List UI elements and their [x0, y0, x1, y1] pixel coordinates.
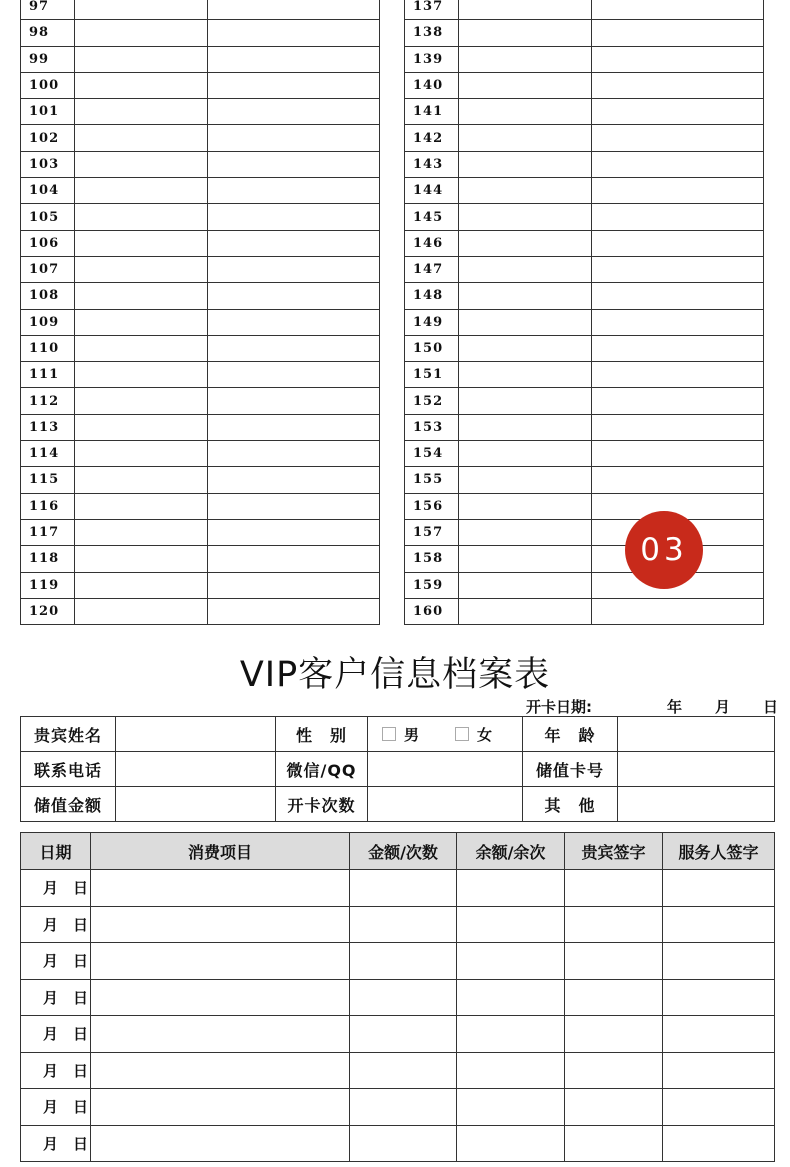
row-number: 137 [405, 0, 459, 20]
row-number: 103 [21, 151, 75, 177]
blank-cell[interactable] [459, 467, 592, 493]
blank-cell[interactable] [565, 906, 663, 943]
blank-cell[interactable] [663, 943, 775, 980]
age-label: 年 龄 [523, 717, 618, 752]
month-label: 月 [43, 1098, 59, 1117]
table-row [21, 72, 380, 98]
header-item: 消费项目 [91, 833, 350, 870]
blank-cell[interactable] [592, 72, 764, 98]
blank-cell[interactable] [91, 906, 350, 943]
amount-label: 储值金额 [21, 787, 116, 822]
table-row [21, 493, 380, 519]
table-row [405, 99, 764, 125]
age-field[interactable] [618, 717, 775, 752]
table-row [405, 335, 764, 361]
row-number: 150 [405, 335, 459, 361]
blank-cell[interactable] [592, 230, 764, 256]
table-row [21, 870, 775, 907]
month-label: 月 [43, 915, 59, 934]
blank-cell[interactable] [208, 414, 380, 440]
row-number: 97 [21, 0, 75, 20]
month-label: 月 [43, 988, 59, 1007]
blank-cell[interactable] [592, 598, 764, 624]
blank-cell[interactable] [663, 870, 775, 907]
row-number: 138 [405, 20, 459, 46]
date-cell[interactable] [21, 1125, 91, 1162]
table-row [21, 546, 380, 572]
row-number: 104 [21, 178, 75, 204]
number-table-left [20, 0, 380, 625]
blank-cell[interactable] [592, 178, 764, 204]
blank-cell[interactable] [75, 151, 208, 177]
table-row [21, 256, 380, 282]
blank-cell[interactable] [459, 388, 592, 414]
blank-cell[interactable] [350, 870, 457, 907]
blank-cell[interactable] [350, 1052, 457, 1089]
blank-cell[interactable] [208, 178, 380, 204]
row-number: 153 [405, 414, 459, 440]
blank-cell[interactable] [459, 151, 592, 177]
table-row [21, 519, 380, 545]
blank-cell[interactable] [459, 72, 592, 98]
row-number: 108 [21, 283, 75, 309]
table-row [21, 309, 380, 335]
blank-cell[interactable] [459, 230, 592, 256]
row-number: 157 [405, 519, 459, 545]
card-no-field[interactable] [618, 752, 775, 787]
phone-label: 联系电话 [21, 752, 116, 787]
blank-cell[interactable] [208, 388, 380, 414]
female-checkbox[interactable] [455, 727, 469, 741]
table-row [21, 467, 380, 493]
blank-cell[interactable] [592, 467, 764, 493]
table-row [21, 362, 380, 388]
blank-cell[interactable] [459, 572, 592, 598]
header-guest-signature: 贵宾签字 [565, 833, 663, 870]
blank-cell[interactable] [565, 1016, 663, 1053]
header-date: 日期 [21, 833, 91, 870]
row-number: 119 [21, 572, 75, 598]
table-row [405, 414, 764, 440]
blank-cell[interactable] [457, 1052, 565, 1089]
consumption-table [20, 832, 775, 1162]
blank-cell[interactable] [91, 979, 350, 1016]
table-row [21, 1016, 775, 1053]
blank-cell[interactable] [75, 362, 208, 388]
table-row [21, 125, 380, 151]
table-row [405, 309, 764, 335]
blank-cell[interactable] [565, 1089, 663, 1126]
customer-info-table [20, 716, 775, 822]
blank-cell[interactable] [91, 943, 350, 980]
name-field[interactable] [116, 717, 276, 752]
table-row [21, 230, 380, 256]
blank-cell[interactable] [75, 20, 208, 46]
table-row [405, 283, 764, 309]
blank-cell[interactable] [663, 1052, 775, 1089]
row-number: 109 [21, 309, 75, 335]
blank-cell[interactable] [459, 20, 592, 46]
blank-cell[interactable] [75, 309, 208, 335]
blank-cell[interactable] [459, 598, 592, 624]
female-label: 女 [477, 725, 493, 744]
blank-cell[interactable] [75, 283, 208, 309]
blank-cell[interactable] [208, 125, 380, 151]
header-balance: 余额/余次 [457, 833, 565, 870]
times-field[interactable] [368, 787, 523, 822]
table-row [405, 467, 764, 493]
blank-cell[interactable] [350, 943, 457, 980]
blank-cell[interactable] [91, 1089, 350, 1126]
blank-cell[interactable] [663, 906, 775, 943]
row-number: 141 [405, 99, 459, 125]
blank-cell[interactable] [592, 151, 764, 177]
table-row [405, 204, 764, 230]
gender-field [368, 717, 523, 752]
table-row [405, 125, 764, 151]
row-number: 115 [21, 467, 75, 493]
row-number: 158 [405, 546, 459, 572]
date-cell[interactable] [21, 906, 91, 943]
blank-cell[interactable] [208, 283, 380, 309]
page-title: VIP客户信息档案表 [239, 655, 551, 695]
blank-cell[interactable] [663, 1125, 775, 1162]
table-row [21, 388, 380, 414]
row-number: 140 [405, 72, 459, 98]
table-row [21, 1089, 775, 1126]
row-number: 101 [21, 99, 75, 125]
date-cell[interactable] [21, 870, 91, 907]
table-row [405, 572, 764, 598]
wechat-field[interactable] [368, 752, 523, 787]
month-label: 月 [43, 1025, 59, 1044]
gender-label: 性 别 [276, 717, 368, 752]
blank-cell[interactable] [75, 519, 208, 545]
blank-cell[interactable] [208, 151, 380, 177]
row-number: 160 [405, 598, 459, 624]
table-row [21, 151, 380, 177]
blank-cell[interactable] [208, 572, 380, 598]
male-label: 男 [404, 725, 420, 744]
blank-cell[interactable] [457, 906, 565, 943]
row-number: 155 [405, 467, 459, 493]
blank-cell[interactable] [75, 256, 208, 282]
row-number: 98 [21, 20, 75, 46]
month-label: 月 [43, 879, 59, 898]
blank-cell[interactable] [663, 1016, 775, 1053]
page-number-badge: 03 [625, 511, 703, 589]
blank-cell[interactable] [459, 493, 592, 519]
table-row [405, 46, 764, 72]
row-number: 113 [21, 414, 75, 440]
table-row [21, 1052, 775, 1089]
blank-cell[interactable] [592, 256, 764, 282]
blank-cell[interactable] [592, 414, 764, 440]
blank-cell[interactable] [592, 388, 764, 414]
row-number: 139 [405, 46, 459, 72]
blank-cell[interactable] [208, 493, 380, 519]
open-date-day: 日 [763, 698, 779, 716]
blank-cell[interactable] [350, 1125, 457, 1162]
table-row [405, 519, 764, 545]
row-number: 117 [21, 519, 75, 545]
table-row [21, 20, 380, 46]
blank-cell[interactable] [75, 178, 208, 204]
table-row [21, 979, 775, 1016]
row-number: 120 [21, 598, 75, 624]
blank-cell[interactable] [459, 46, 592, 72]
row-number: 147 [405, 256, 459, 282]
table-row [405, 230, 764, 256]
row-number: 146 [405, 230, 459, 256]
header-staff-signature: 服务人签字 [663, 833, 775, 870]
blank-cell[interactable] [75, 230, 208, 256]
blank-cell[interactable] [208, 99, 380, 125]
blank-cell[interactable] [457, 1089, 565, 1126]
blank-cell[interactable] [350, 979, 457, 1016]
table-row [21, 99, 380, 125]
blank-cell[interactable] [459, 414, 592, 440]
row-number: 151 [405, 362, 459, 388]
blank-cell[interactable] [75, 46, 208, 72]
table-row [21, 414, 380, 440]
date-cell[interactable] [21, 979, 91, 1016]
date-cell[interactable] [21, 943, 91, 980]
blank-cell[interactable] [208, 204, 380, 230]
table-row [21, 46, 380, 72]
table-row [405, 0, 764, 20]
row-number: 118 [21, 546, 75, 572]
row-number: 154 [405, 441, 459, 467]
blank-cell[interactable] [459, 256, 592, 282]
blank-cell[interactable] [75, 335, 208, 361]
row-number: 156 [405, 493, 459, 519]
table-row [21, 0, 380, 20]
blank-cell[interactable] [208, 72, 380, 98]
blank-cell[interactable] [208, 256, 380, 282]
row-number: 152 [405, 388, 459, 414]
date-cell[interactable] [21, 1052, 91, 1089]
blank-cell[interactable] [592, 335, 764, 361]
blank-cell[interactable] [75, 414, 208, 440]
blank-cell[interactable] [459, 125, 592, 151]
blank-cell[interactable] [459, 335, 592, 361]
blank-cell[interactable] [208, 546, 380, 572]
month-label: 月 [43, 1134, 59, 1153]
blank-cell[interactable] [91, 870, 350, 907]
blank-cell[interactable] [350, 1089, 457, 1126]
blank-cell[interactable] [565, 1052, 663, 1089]
blank-cell[interactable] [75, 72, 208, 98]
blank-cell[interactable] [459, 99, 592, 125]
row-number: 111 [21, 362, 75, 388]
row-number: 110 [21, 335, 75, 361]
day-label: 日 [72, 1061, 88, 1080]
table-row [21, 204, 380, 230]
blank-cell[interactable] [592, 125, 764, 151]
blank-cell[interactable] [75, 204, 208, 230]
blank-cell[interactable] [457, 943, 565, 980]
month-label: 月 [43, 952, 59, 971]
header-amount: 金额/次数 [350, 833, 457, 870]
blank-cell[interactable] [208, 309, 380, 335]
open-date-label: 开卡日期: [526, 698, 592, 716]
blank-cell[interactable] [459, 546, 592, 572]
row-number: 143 [405, 151, 459, 177]
row-number: 159 [405, 572, 459, 598]
table-row [405, 598, 764, 624]
name-label: 贵宾姓名 [21, 717, 116, 752]
blank-cell[interactable] [565, 1125, 663, 1162]
blank-cell[interactable] [208, 441, 380, 467]
blank-cell[interactable] [208, 519, 380, 545]
table-row [21, 1125, 775, 1162]
blank-cell[interactable] [208, 46, 380, 72]
blank-cell[interactable] [592, 46, 764, 72]
row-number: 99 [21, 46, 75, 72]
row-number: 116 [21, 493, 75, 519]
day-label: 日 [72, 952, 88, 971]
table-row [21, 335, 380, 361]
blank-cell[interactable] [208, 362, 380, 388]
blank-cell[interactable] [75, 598, 208, 624]
blank-cell[interactable] [592, 0, 764, 20]
row-number: 145 [405, 204, 459, 230]
table-row [21, 572, 380, 598]
blank-cell[interactable] [459, 309, 592, 335]
table-row [405, 388, 764, 414]
blank-cell[interactable] [459, 283, 592, 309]
blank-cell[interactable] [75, 125, 208, 151]
table-row [405, 493, 764, 519]
blank-cell[interactable] [457, 870, 565, 907]
times-label: 开卡次数 [276, 787, 368, 822]
blank-cell[interactable] [459, 178, 592, 204]
blank-cell[interactable] [75, 99, 208, 125]
blank-cell[interactable] [592, 362, 764, 388]
blank-cell[interactable] [565, 870, 663, 907]
row-number: 148 [405, 283, 459, 309]
blank-cell[interactable] [565, 979, 663, 1016]
blank-cell[interactable] [459, 519, 592, 545]
open-date-year: 年 [667, 698, 683, 716]
blank-cell[interactable] [208, 467, 380, 493]
day-label: 日 [72, 1025, 88, 1044]
male-checkbox[interactable] [382, 727, 396, 741]
blank-cell[interactable] [350, 906, 457, 943]
blank-cell[interactable] [592, 20, 764, 46]
row-number: 106 [21, 230, 75, 256]
number-table-right [404, 0, 764, 625]
other-field[interactable] [618, 787, 775, 822]
row-number: 112 [21, 388, 75, 414]
wechat-label: 微信/QQ [276, 752, 368, 787]
blank-cell[interactable] [91, 1125, 350, 1162]
row-number: 102 [21, 125, 75, 151]
blank-cell[interactable] [592, 309, 764, 335]
open-date-month: 月 [715, 698, 731, 716]
table-row [21, 178, 380, 204]
row-number: 144 [405, 178, 459, 204]
blank-cell[interactable] [565, 943, 663, 980]
blank-cell[interactable] [457, 979, 565, 1016]
date-cell[interactable] [21, 1089, 91, 1126]
table-row [21, 441, 380, 467]
table-row [405, 546, 764, 572]
blank-cell[interactable] [208, 230, 380, 256]
row-number: 149 [405, 309, 459, 335]
blank-cell[interactable] [208, 20, 380, 46]
table-row [405, 178, 764, 204]
blank-cell[interactable] [663, 1089, 775, 1126]
blank-cell[interactable] [75, 467, 208, 493]
blank-cell[interactable] [459, 362, 592, 388]
blank-cell[interactable] [75, 546, 208, 572]
row-number: 107 [21, 256, 75, 282]
table-row [21, 283, 380, 309]
blank-cell[interactable] [75, 0, 208, 20]
table-row [21, 906, 775, 943]
blank-cell[interactable] [457, 1125, 565, 1162]
day-label: 日 [72, 1134, 88, 1153]
blank-cell[interactable] [350, 1016, 457, 1053]
table-row [21, 598, 380, 624]
blank-cell[interactable] [75, 493, 208, 519]
row-number: 142 [405, 125, 459, 151]
blank-cell[interactable] [91, 1016, 350, 1053]
table-row [21, 943, 775, 980]
day-label: 日 [72, 1098, 88, 1117]
table-row [405, 151, 764, 177]
phone-field[interactable] [116, 752, 276, 787]
blank-cell[interactable] [459, 204, 592, 230]
row-number: 114 [21, 441, 75, 467]
blank-cell[interactable] [663, 979, 775, 1016]
table-row [405, 20, 764, 46]
blank-cell[interactable] [91, 1052, 350, 1089]
table-row [405, 256, 764, 282]
row-number: 105 [21, 204, 75, 230]
other-label: 其 他 [523, 787, 618, 822]
blank-cell[interactable] [208, 335, 380, 361]
blank-cell[interactable] [592, 204, 764, 230]
row-number: 100 [21, 72, 75, 98]
blank-cell[interactable] [592, 441, 764, 467]
table-row [405, 441, 764, 467]
blank-cell[interactable] [592, 99, 764, 125]
date-cell[interactable] [21, 1016, 91, 1053]
blank-cell[interactable] [75, 441, 208, 467]
blank-cell[interactable] [208, 0, 380, 20]
blank-cell[interactable] [459, 0, 592, 20]
card-no-label: 储值卡号 [523, 752, 618, 787]
blank-cell[interactable] [457, 1016, 565, 1053]
day-label: 日 [72, 988, 88, 1007]
blank-cell[interactable] [208, 598, 380, 624]
amount-field[interactable] [116, 787, 276, 822]
blank-cell[interactable] [75, 388, 208, 414]
blank-cell[interactable] [459, 441, 592, 467]
day-label: 日 [72, 879, 88, 898]
table-row [405, 362, 764, 388]
month-label: 月 [43, 1061, 59, 1080]
blank-cell[interactable] [75, 572, 208, 598]
day-label: 日 [72, 915, 88, 934]
blank-cell[interactable] [592, 283, 764, 309]
table-row [405, 72, 764, 98]
